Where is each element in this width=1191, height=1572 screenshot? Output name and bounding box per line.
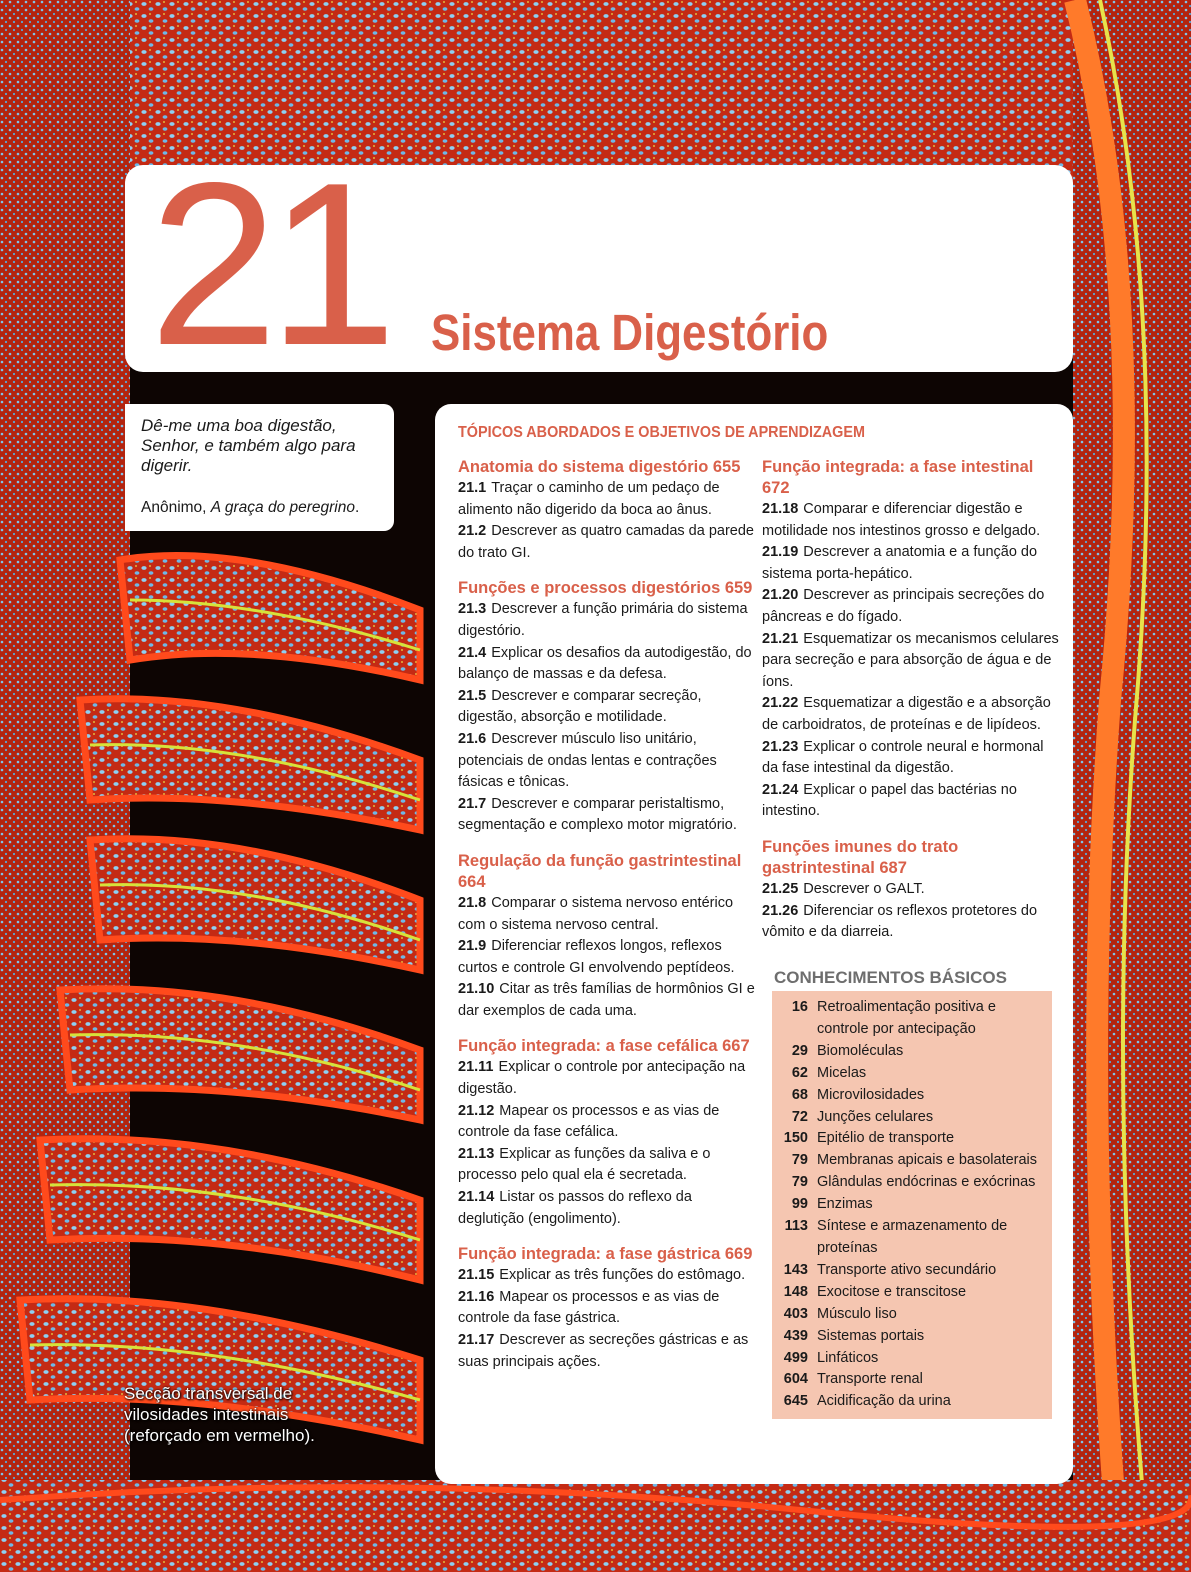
- background-topic: Músculo liso: [817, 1305, 897, 1322]
- objective-topic: [458, 578, 758, 837]
- page-reference: 79: [791, 1152, 808, 1169]
- page-reference: 604: [783, 1371, 808, 1388]
- objective-item: [762, 693, 1062, 736]
- objective-text: Esquematizar os mecanismos celulares para secreção e para absorção de água e de íons.: [762, 630, 1059, 690]
- objective-topic: [762, 837, 1062, 944]
- objective-text: Explicar o controle por antecipação na digestão.: [458, 1059, 746, 1098]
- objective-number: 21.11: [458, 1059, 494, 1076]
- background-knowledge-item: [772, 1085, 1044, 1107]
- objective-text: Explicar o papel das bactérias no intestino.: [762, 781, 1017, 820]
- objective-item: [458, 729, 758, 794]
- objective-text: Explicar as funções da saliva e o processo pelo qual ela é secretada.: [458, 1145, 711, 1184]
- objective-text: Mapear os processos e as vias de controle da fase gástrica.: [458, 1288, 720, 1327]
- background-knowledge-item: [772, 1194, 1044, 1216]
- objective-topic: [458, 851, 758, 1023]
- background-knowledge-item: [772, 1304, 1044, 1326]
- objective-number: 21.25: [762, 880, 799, 897]
- page-reference: 113: [784, 1218, 808, 1235]
- objective-item: [458, 794, 758, 837]
- objective-text: Explicar o controle neural e hormonal da fase intestinal da digestão.: [762, 738, 1044, 777]
- objective-text: Listar os passos do reflexo da deglutição (engolimento).: [458, 1189, 692, 1227]
- objective-item: [458, 521, 758, 564]
- objective-item: [762, 542, 1062, 585]
- objective-text: Comparar e diferenciar digestão e motilidade nos intestinos grosso e delgado.: [762, 501, 1041, 539]
- objective-number: 21.14: [458, 1189, 495, 1206]
- objective-number: 21.24: [762, 781, 799, 798]
- objective-item: [458, 1330, 758, 1373]
- page-reference: 150: [783, 1130, 808, 1147]
- objective-number: 21.9: [458, 938, 487, 955]
- objective-item: [458, 979, 758, 1022]
- background-knowledge-item: [772, 1282, 1044, 1304]
- objective-text: Descrever as principais secreções do pâncreas e do fígado.: [762, 587, 1045, 625]
- epigraph-end: .: [354, 499, 360, 516]
- objective-item: [458, 643, 758, 686]
- objective-number: 21.7: [458, 795, 487, 812]
- objective-number: 21.22: [762, 695, 799, 712]
- objective-number: 21.2: [458, 523, 487, 540]
- background-knowledge-item: [772, 1150, 1044, 1172]
- background-knowledge-item: [772, 1369, 1044, 1391]
- background-knowledge-item: [772, 1041, 1044, 1063]
- page-reference: 16: [791, 999, 808, 1015]
- background-topic: Retroalimentação positiva e controle por antecipação: [817, 999, 996, 1037]
- objective-text: Traçar o caminho de um pedaço de alimento não digerido da boca ao ânus.: [458, 480, 720, 518]
- background-knowledge-item: [772, 1348, 1044, 1370]
- objective-number: 21.13: [458, 1145, 495, 1162]
- objective-item: [762, 901, 1062, 944]
- background-topic: Acidificação da urina: [817, 1393, 951, 1410]
- objective-item: [762, 737, 1062, 780]
- objective-topic: [762, 457, 1062, 823]
- objective-text: Descrever e comparar secreção, digestão, absorção e motilidade.: [458, 687, 702, 726]
- objective-item: [762, 629, 1062, 694]
- objectives-heading: TÓPICOS ABORDADOS E OBJETIVOS DE APRENDIZAGEM: [458, 424, 865, 441]
- learning-objectives-panel: [435, 404, 1073, 1484]
- objective-text: Comparar o sistema nervoso entérico com o sistema nervoso central.: [458, 894, 734, 933]
- epigraph-source: A graça do peregrino: [210, 499, 355, 516]
- objective-text: Descrever o GALT.: [803, 880, 925, 897]
- background-knowledge-item: [772, 1216, 1044, 1260]
- objective-number: 21.19: [762, 544, 799, 561]
- objective-item: [458, 1187, 758, 1230]
- epigraph-panel: [125, 404, 394, 531]
- topic-title: Regulação da função gastrintestinal 664: [458, 851, 742, 891]
- objective-number: 21.6: [458, 730, 487, 747]
- page-reference: 403: [783, 1305, 808, 1322]
- background-knowledge-item: [772, 997, 1044, 1041]
- background-topic: Síntese e armazenamento de proteínas: [817, 1218, 1008, 1256]
- background-knowledge-item: [772, 1128, 1044, 1150]
- epigraph-author: Anônimo,: [141, 499, 211, 516]
- objective-number: 21.16: [458, 1288, 495, 1305]
- objective-item: [762, 879, 1062, 901]
- topic-title: Anatomia do sistema digestório 655: [458, 458, 741, 476]
- page-reference: 143: [783, 1261, 808, 1278]
- objective-item: [458, 893, 758, 936]
- objective-text: Descrever e comparar peristaltismo, segmentação e complexo motor migratório.: [458, 795, 737, 834]
- page-reference: 72: [791, 1108, 808, 1125]
- background-topic: Epitélio de transporte: [817, 1130, 955, 1147]
- objective-item: [762, 585, 1062, 628]
- background-topic: Enzimas: [817, 1196, 873, 1213]
- topic-title: Função integrada: a fase intestinal 672: [762, 458, 1034, 497]
- objective-text: Explicar os desafios da autodigestão, do balanço de massas e da defesa.: [458, 644, 752, 683]
- page-reference: 79: [791, 1174, 808, 1191]
- objective-item: [458, 478, 758, 521]
- objective-number: 21.15: [458, 1267, 495, 1284]
- background-topic: Linfáticos: [817, 1349, 879, 1366]
- chapter-number: 21: [149, 135, 388, 394]
- epigraph-quote: Dê-me uma boa digestão, Senhor, e também algo para digerir.: [141, 416, 356, 475]
- objective-item: [762, 780, 1062, 823]
- background-knowledge-item: [772, 1172, 1044, 1194]
- background-topic: Junções celulares: [817, 1108, 934, 1125]
- objective-number: 21.8: [458, 894, 487, 911]
- epigraph-attribution: [141, 499, 391, 517]
- background-topic: Transporte renal: [817, 1371, 923, 1388]
- background-topic: Biomoléculas: [817, 1042, 904, 1059]
- objective-number: 21.5: [458, 687, 487, 704]
- objective-text: Esquematizar a digestão e a absorção de carboidratos, de proteínas e de lipídeos.: [762, 695, 1051, 733]
- background-knowledge-item: [772, 1063, 1044, 1085]
- objective-number: 21.1: [458, 480, 487, 496]
- objective-text: Diferenciar reflexos longos, reflexos curtos e controle GI envolvendo peptídeos.: [458, 938, 735, 976]
- page-reference: 148: [783, 1283, 808, 1300]
- topic-title: Funções e processos digestórios 659: [458, 579, 753, 598]
- background-topic: Microvilosidades: [817, 1086, 925, 1103]
- topic-title: Função integrada: a fase cefálica 667: [458, 1037, 750, 1056]
- objective-text: Descrever a função primária do sistema digestório.: [458, 601, 748, 639]
- objective-text: Diferenciar os reflexos protetores do vômito e da diarreia.: [762, 902, 1038, 941]
- objective-text: Descrever as secreções gástricas e as suas principais ações.: [458, 1332, 749, 1370]
- background-knowledge: [772, 967, 1052, 1419]
- objective-text: Mapear os processos e as vias de controle da fase cefálica.: [458, 1102, 720, 1141]
- background-topic: Micelas: [817, 1064, 867, 1081]
- objective-text: Citar as três famílias de hormônios GI e dar exemplos de cada uma.: [458, 981, 755, 1019]
- page-reference: 439: [783, 1327, 808, 1344]
- objective-number: 21.23: [762, 738, 799, 755]
- objective-text: Explicar as três funções do estômago.: [499, 1267, 746, 1284]
- objective-text: Descrever músculo liso unitário, potenciais de ondas lentas e contrações fásicas e tônicas.: [458, 730, 717, 791]
- objective-number: 21.12: [458, 1102, 495, 1119]
- background-knowledge-list: [772, 991, 1052, 1419]
- background-topic: Glândulas endócrinas e exócrinas: [817, 1174, 1036, 1191]
- objective-item: [458, 1144, 758, 1187]
- objective-topic: [458, 1244, 758, 1373]
- objective-number: 21.26: [762, 902, 799, 919]
- background-knowledge-item: [772, 1391, 1044, 1413]
- objective-item: [458, 686, 758, 729]
- objective-item: [458, 1287, 758, 1330]
- objectives-left-column: [458, 457, 758, 1387]
- objective-text: Descrever a anatomia e a função do sistema porta-hepático.: [762, 544, 1038, 582]
- background-knowledge-item: [772, 1326, 1044, 1348]
- objective-number: 21.4: [458, 644, 487, 661]
- page-reference: 645: [783, 1393, 808, 1410]
- objective-topic: [458, 1036, 758, 1230]
- objective-item: [458, 1265, 758, 1287]
- background-knowledge-item: [772, 1107, 1044, 1129]
- objective-number: 21.3: [458, 601, 487, 618]
- objectives-right-column: [762, 457, 1062, 958]
- objective-item: [458, 599, 758, 642]
- page-reference: 99: [791, 1196, 808, 1213]
- objective-number: 21.20: [762, 587, 799, 604]
- objective-text: Descrever as quatro camadas da parede do trato GI.: [458, 523, 754, 561]
- topic-title: Função integrada: a fase gástrica 669: [458, 1245, 753, 1264]
- objective-item: [458, 936, 758, 979]
- objective-item: [458, 1057, 758, 1100]
- objective-number: 21.21: [762, 630, 799, 647]
- background-knowledge-item: [772, 1260, 1044, 1282]
- image-caption: Secção transversal de vilosidades intestinais (reforçado em vermelho).: [124, 1384, 315, 1445]
- page-reference: 68: [791, 1086, 808, 1103]
- chapter-title: Sistema Digestório: [431, 304, 829, 361]
- page-reference: 29: [791, 1042, 808, 1059]
- background-topic: Membranas apicais e basolaterais: [817, 1152, 1038, 1169]
- objective-topic: [458, 457, 758, 564]
- background-topic: Exocitose e transcitose: [817, 1283, 967, 1300]
- page-reference: 499: [783, 1349, 808, 1366]
- topic-title: Funções imunes do trato gastrintestinal 687: [762, 837, 959, 877]
- background-knowledge-heading: CONHECIMENTOS BÁSICOS: [774, 968, 1007, 987]
- objective-number: 21.18: [762, 501, 799, 517]
- objective-number: 21.10: [458, 981, 495, 998]
- objective-number: 21.17: [458, 1332, 495, 1348]
- objective-item: [458, 1101, 758, 1144]
- objective-item: [762, 499, 1062, 542]
- chapter-title-panel: [125, 135, 1073, 394]
- background-topic: Transporte ativo secundário: [817, 1261, 997, 1278]
- page-reference: 62: [791, 1064, 808, 1081]
- background-topic: Sistemas portais: [817, 1327, 925, 1344]
